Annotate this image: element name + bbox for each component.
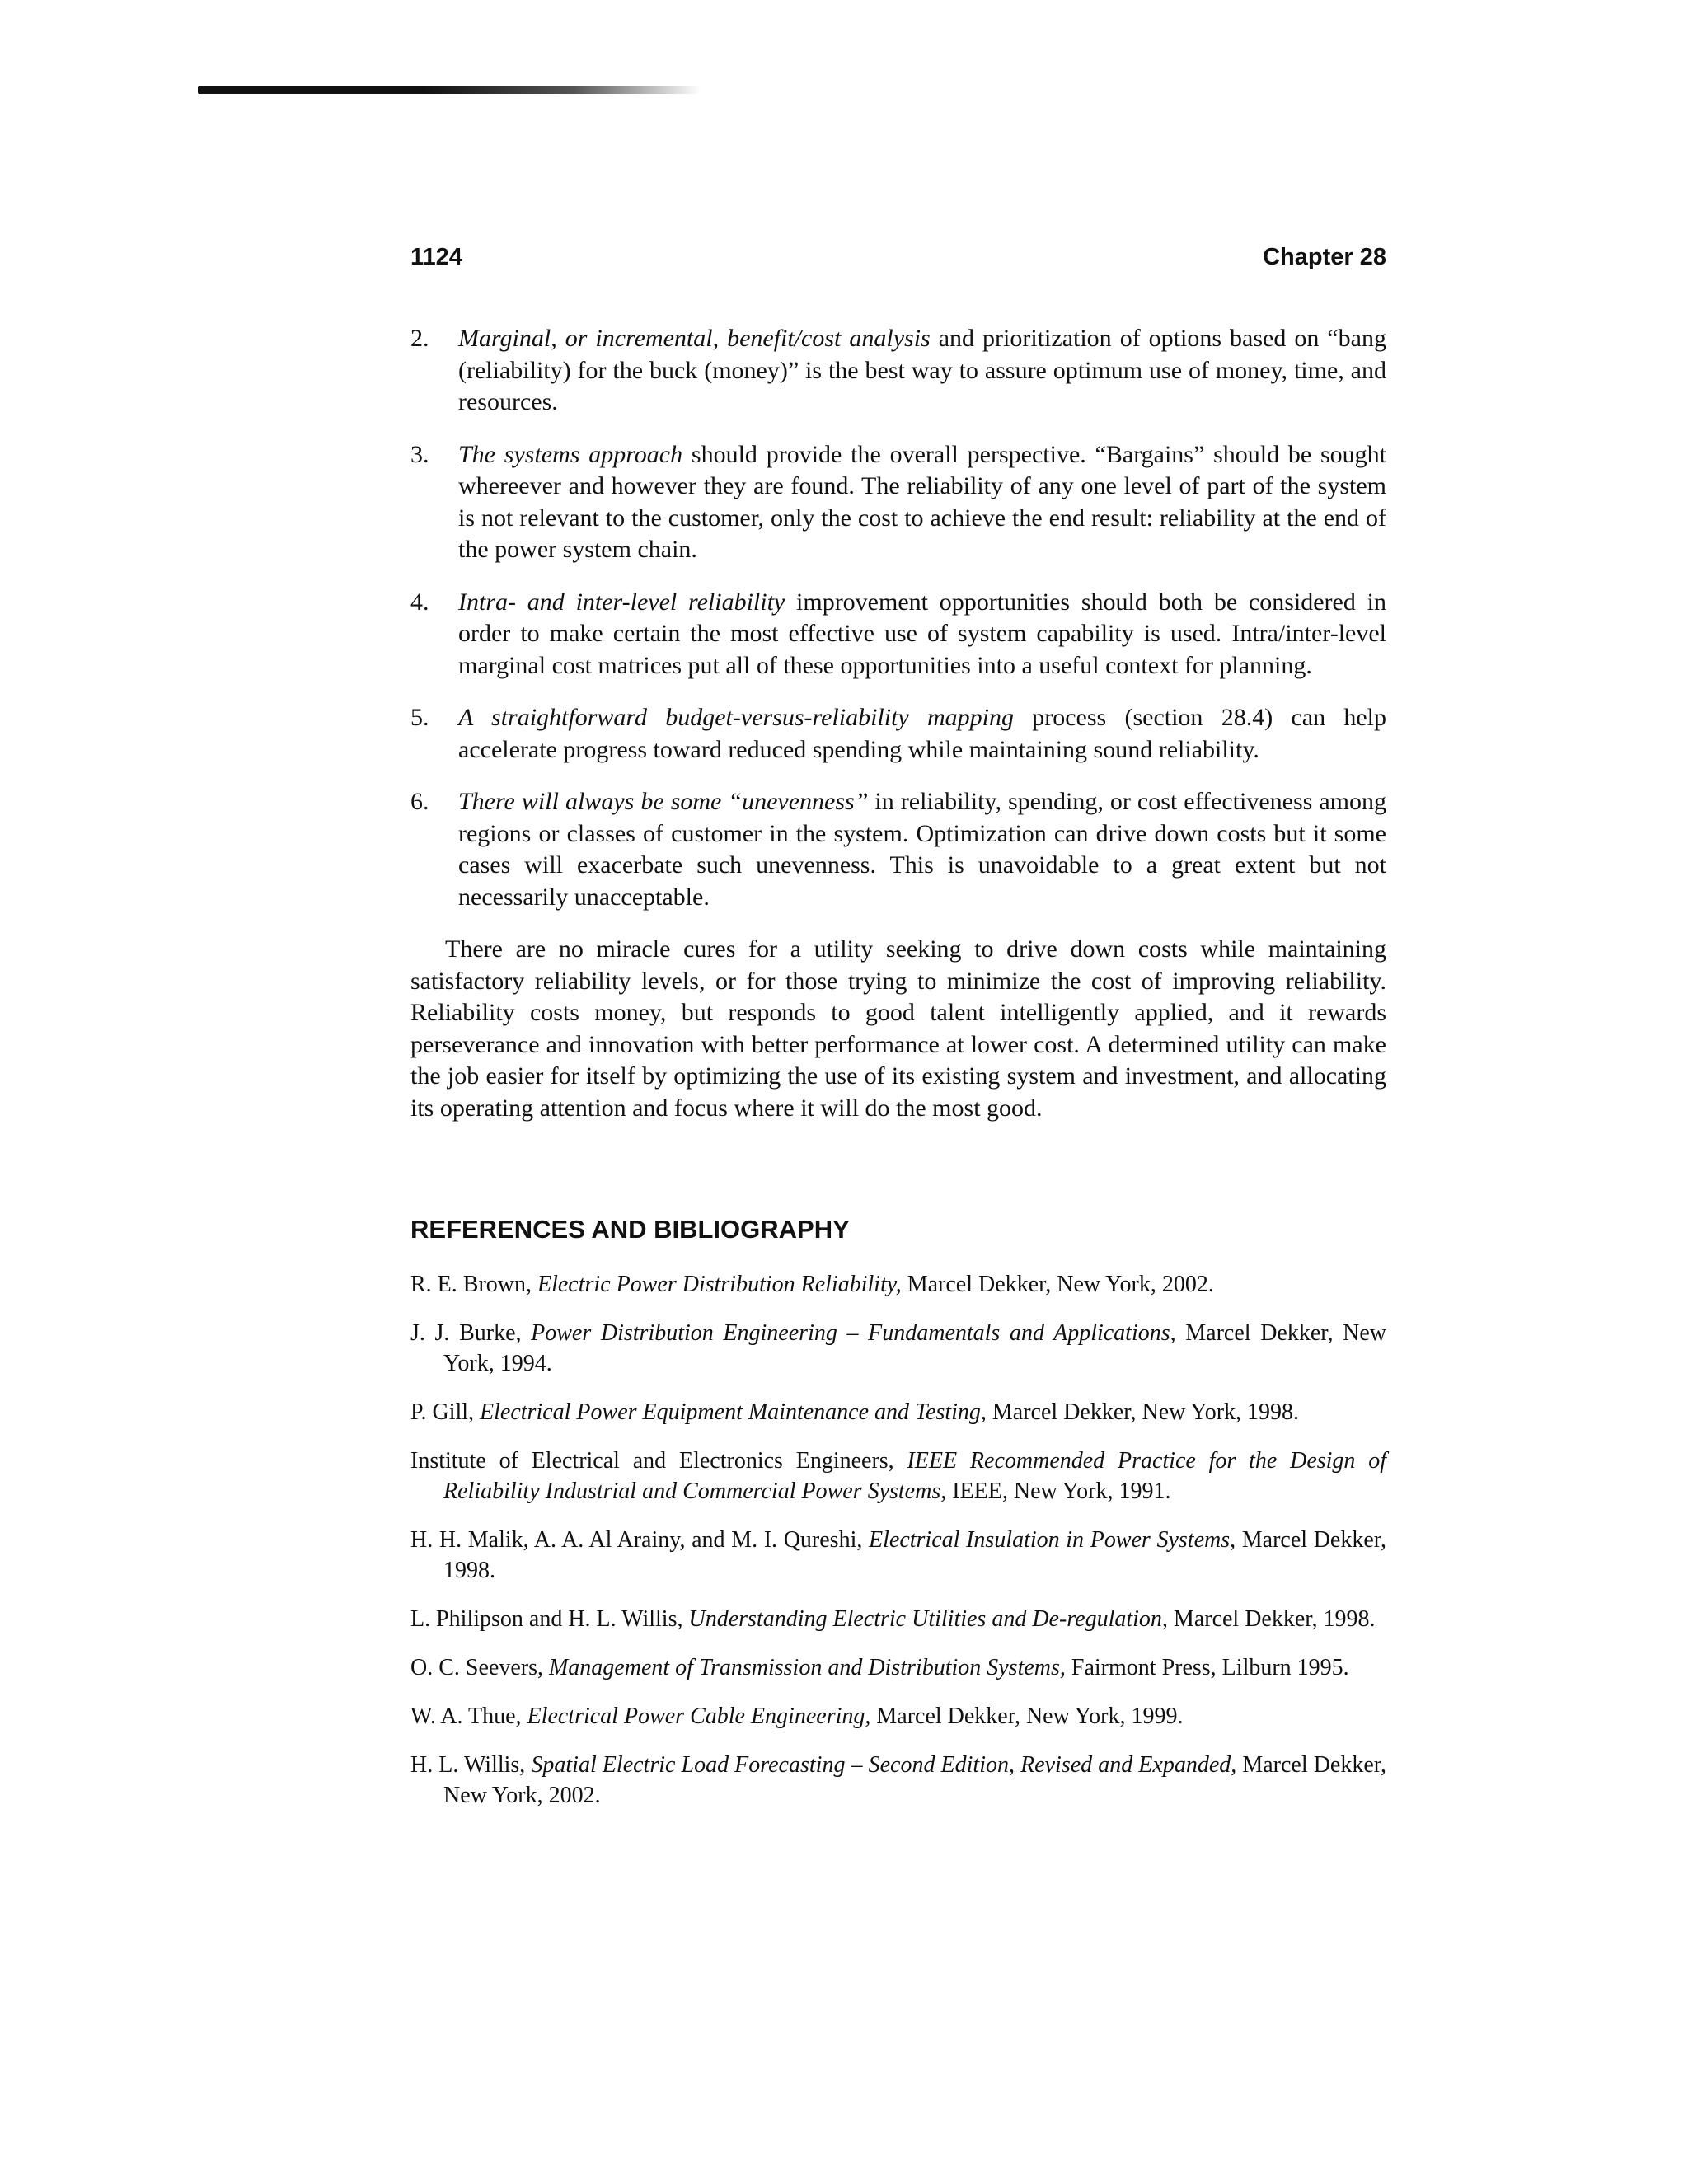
reference-title: Management of Transmission and Distribution Systems, [548, 1655, 1066, 1680]
reference-publisher: Marcel Dekker, 1998. [443, 1527, 1386, 1583]
list-item-text [458, 439, 1386, 566]
reference-entry [410, 1269, 1386, 1300]
reference-entry [410, 1701, 1386, 1732]
reference-publisher: IEEE, New York, 1991. [946, 1479, 1171, 1504]
reference-author: L. Philipson and H. L. Willis, [410, 1606, 689, 1632]
reference-entry [410, 1318, 1386, 1379]
reference-entry [410, 1750, 1386, 1811]
reference-title: Spatial Electric Load Forecasting – Second Edition, Revised and Expanded, [531, 1752, 1237, 1778]
reference-author: W. A. Thue, [410, 1704, 528, 1729]
list-item [410, 786, 1386, 913]
list-item-body: should provide the overall perspective. “Bargains” should be sought whereever and however they are found. The reliability of any one level of part of the system is not relevant to the customer, only the cost to achieve the end result: reliability at the end of the power system chain. [458, 440, 1386, 563]
list-item-body: process (section 28.4) can help accelerate progress toward reduced spending while maintaining sound reliability. [458, 704, 1386, 763]
reference-author: O. C. Seevers, [410, 1655, 549, 1680]
list-item-body: and prioritization of options based on “bang (reliability) for the buck (money)” is the best way to assure optimum use of money, time, and resources. [458, 325, 1386, 415]
list-item-text [458, 323, 1386, 419]
reference-author: H. H. Malik, A. A. Al Arainy, and M. I. Qureshi, [410, 1527, 870, 1553]
reference-author: Institute of Electrical and Electronics Engineers, [410, 1448, 907, 1474]
list-item-lead: A straightforward budget-versus-reliability mapping [458, 704, 1014, 731]
list-item-lead: The systems approach [458, 440, 683, 468]
list-item [410, 587, 1386, 682]
reference-publisher: Marcel Dekker, New York, 1998. [986, 1399, 1300, 1425]
references-heading: REFERENCES AND BIBLIOGRAPHY [410, 1215, 850, 1244]
list-item-text [458, 587, 1386, 682]
numbered-list [410, 323, 1386, 913]
list-item-number: 6. [410, 788, 429, 815]
reference-entry [410, 1397, 1386, 1427]
reference-publisher: Marcel Dekker, New York, 1999. [870, 1704, 1184, 1729]
scan-edge-bar [198, 86, 701, 94]
list-item-number: 5. [410, 704, 429, 731]
list-item-body: improvement opportunities should both be considered in order to make certain the most effective use of system capability is used. Intra/inter-level marginal cost matrices put all of these opportunities into a useful context for planning. [458, 588, 1386, 679]
reference-publisher: Fairmont Press, Lilburn 1995. [1065, 1655, 1349, 1680]
reference-title: Power Distribution Engineering – Fundamentals and Applications, [531, 1320, 1176, 1346]
reference-title: Electrical Insulation in Power Systems, [869, 1527, 1236, 1553]
page-number: 1124 [410, 244, 462, 270]
list-item-number: 2. [410, 325, 429, 352]
list-item-lead: There will always be some “unevenness” [458, 788, 869, 815]
references-list [410, 1269, 1386, 1811]
list-item [410, 323, 1386, 419]
list-item-lead: Intra- and inter-level reliability [458, 588, 785, 616]
list-item-body: in reliability, spending, or cost effectiveness among regions or classes of customer in the system. Optimization can drive down costs but it some cases will exacerbate such unevenness. This is unavoidable to a great extent but not necessarily unacceptable. [458, 788, 1386, 911]
chapter-label: Chapter 28 [1263, 244, 1386, 270]
reference-publisher: Marcel Dekker, New York, 2002. [443, 1752, 1386, 1808]
closing-paragraph: There are no miracle cures for a utility seeking to drive down costs while maintaining satisfactory reliability levels, or for those trying to minimize the cost of improving reliability. Reliability costs money, but responds to good talent intelligently applied, and it rewards perseverance and innovation with better performance at lower cost. A determined utility can make the job easier for itself by optimizing the use of its existing system and investment, and allocating its operating attention and focus where it will do the most good. [410, 935, 1386, 1122]
reference-publisher: Marcel Dekker, New York, 2002. [901, 1272, 1214, 1297]
reference-entry [410, 1652, 1386, 1683]
reference-title: Electrical Power Equipment Maintenance and Testing, [480, 1399, 987, 1425]
page-content [410, 244, 1386, 1829]
reference-title: Understanding Electric Utilities and De-regulation, [688, 1606, 1168, 1632]
reference-author: H. L. Willis, [410, 1752, 532, 1778]
reference-title: Electrical Power Cable Engineering, [527, 1704, 871, 1729]
list-item-text [458, 702, 1386, 766]
list-item-text [458, 786, 1386, 913]
reference-entry [410, 1525, 1386, 1586]
list-item-lead: Marginal, or incremental, benefit/cost analysis [458, 325, 931, 352]
reference-publisher: Marcel Dekker, 1998. [1167, 1606, 1376, 1632]
list-item [410, 439, 1386, 566]
reference-author: P. Gill, [410, 1399, 481, 1425]
running-head [410, 244, 1386, 274]
list-item-number: 3. [410, 440, 429, 468]
list-item [410, 702, 1386, 766]
reference-entry [410, 1604, 1386, 1634]
reference-title: IEEE Recommended Practice for the Design of Reliability Industrial and Commercial Power Systems, [443, 1448, 1387, 1504]
reference-entry [410, 1446, 1386, 1507]
reference-title: Electric Power Distribution Reliability, [537, 1272, 902, 1297]
reference-author: J. J. Burke, [410, 1320, 532, 1346]
reference-author: R. E. Brown, [410, 1272, 537, 1297]
reference-publisher: Marcel Dekker, New York, 1994. [443, 1320, 1386, 1376]
list-item-number: 4. [410, 588, 429, 616]
